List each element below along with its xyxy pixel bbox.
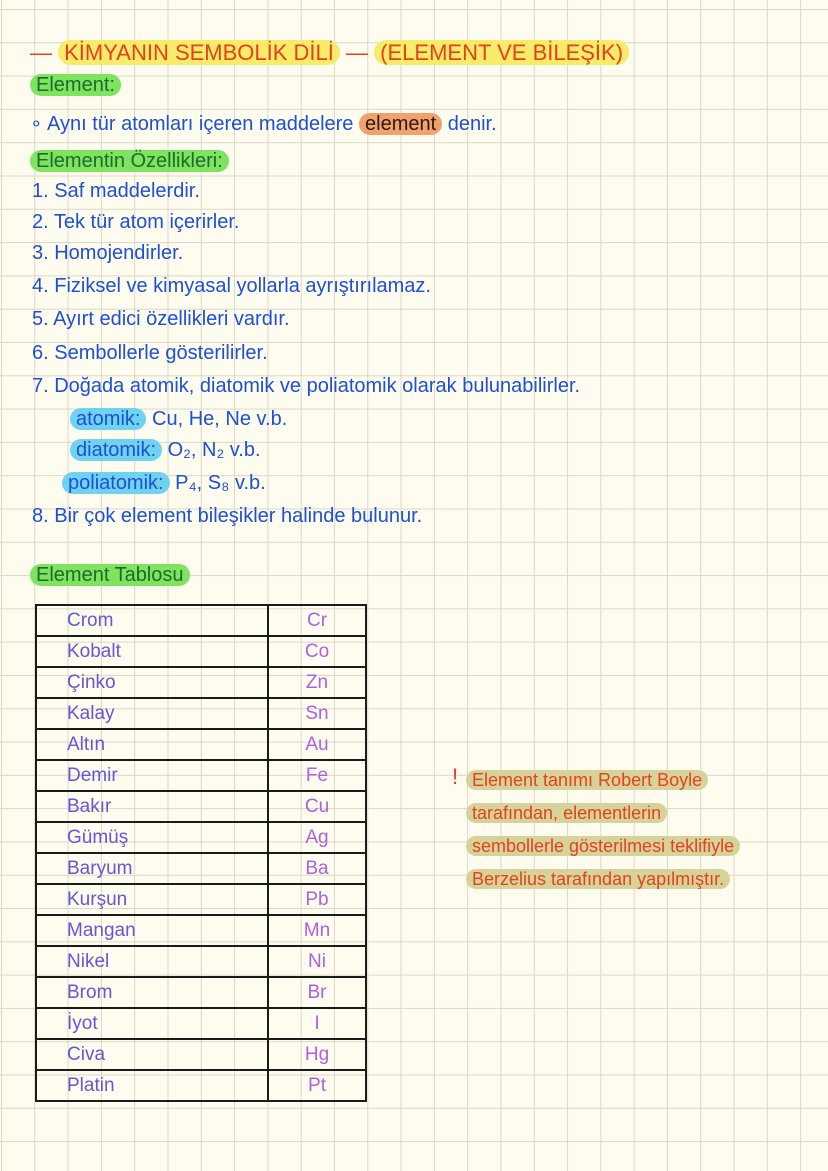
- property-item: 6. Sembollerle gösterilirler.: [32, 342, 268, 364]
- title-sub: (ELEMENT VE BİLEŞİK): [374, 40, 629, 65]
- table-row: [36, 760, 366, 791]
- title-dash: —: [346, 40, 369, 65]
- example-value: P₄, S₈ v.b.: [175, 472, 266, 494]
- element-name: Demir: [36, 760, 268, 791]
- element-name: Civa: [36, 1039, 268, 1070]
- element-name: Brom: [36, 977, 268, 1008]
- example-label: diatomik:: [70, 439, 162, 461]
- table-row: [36, 1070, 366, 1101]
- definition-keyword: element: [359, 113, 442, 135]
- title-dash: —: [30, 40, 52, 65]
- history-note: [466, 766, 740, 898]
- element-symbol: Sn: [268, 698, 366, 729]
- example-label: poliatomik:: [62, 472, 170, 494]
- element-symbol: I: [268, 1008, 366, 1039]
- element-name: Kurşun: [36, 884, 268, 915]
- element-symbol: Ag: [268, 822, 366, 853]
- table-row: [36, 977, 366, 1008]
- element-heading: Element:: [30, 74, 121, 96]
- table-row: [36, 729, 366, 760]
- example-value: Cu, He, Ne v.b.: [152, 408, 288, 430]
- example-diatomik: [70, 437, 261, 463]
- note-line: Element tanımı Robert Boyle: [466, 770, 708, 790]
- table-row: [36, 822, 366, 853]
- element-symbol: Br: [268, 977, 366, 1008]
- element-symbol: Pb: [268, 884, 366, 915]
- table-row: [36, 853, 366, 884]
- table-row: [36, 605, 366, 636]
- element-name: Altın: [36, 729, 268, 760]
- definition-text: Aynı tür atomları içeren maddelere: [46, 113, 354, 135]
- note-line: Berzelius tarafından yapılmıştır.: [466, 869, 730, 889]
- element-symbol: Pt: [268, 1070, 366, 1101]
- table-heading: Element Tablosu: [30, 564, 190, 586]
- element-symbol: Au: [268, 729, 366, 760]
- element-symbol: Mn: [268, 915, 366, 946]
- page-title: [30, 40, 629, 66]
- example-atomik: [70, 406, 287, 432]
- property-item: 1. Saf maddelerdir.: [32, 180, 200, 202]
- table-row: [36, 791, 366, 822]
- element-name: Çinko: [36, 667, 268, 698]
- table-row: [36, 667, 366, 698]
- note-line: tarafından, elementlerin: [466, 803, 667, 823]
- table-row: [36, 1008, 366, 1039]
- properties-heading: Elementin Özellikleri:: [30, 150, 229, 172]
- element-name: Kobalt: [36, 636, 268, 667]
- element-table: [35, 604, 367, 1102]
- definition-text: denir.: [447, 113, 497, 135]
- element-name: Platin: [36, 1070, 268, 1101]
- table-row: [36, 915, 366, 946]
- element-symbol: Cr: [268, 605, 366, 636]
- element-name: Kalay: [36, 698, 268, 729]
- example-value: O₂, N₂ v.b.: [167, 439, 261, 461]
- property-item: 2. Tek tür atom içerirler.: [32, 211, 240, 233]
- element-name: Bakır: [36, 791, 268, 822]
- element-name: İyot: [36, 1008, 268, 1039]
- table-row: [36, 884, 366, 915]
- exclamation-icon: !: [452, 764, 459, 789]
- element-symbol: Cu: [268, 791, 366, 822]
- element-symbol: Co: [268, 636, 366, 667]
- property-item: 4. Fiziksel ve kimyasal yollarla ayrıştırılamaz.: [32, 275, 431, 297]
- example-label: atomik:: [70, 408, 146, 430]
- table-row: [36, 698, 366, 729]
- definition: [30, 111, 497, 137]
- example-poliatomik: [62, 470, 266, 496]
- element-name: Nikel: [36, 946, 268, 977]
- property-item: 7. Doğada atomik, diatomik ve poliatomik olarak bulunabilirler.: [32, 375, 581, 397]
- table-row: [36, 946, 366, 977]
- table-row: [36, 1039, 366, 1070]
- bullet-icon: ∘: [30, 113, 43, 135]
- note-line: sembollerle gösterilmesi teklifiyle: [466, 836, 740, 856]
- element-symbol: Hg: [268, 1039, 366, 1070]
- property-item: 8. Bir çok element bileşikler halinde bulunur.: [32, 505, 423, 527]
- element-symbol: Ni: [268, 946, 366, 977]
- element-name: Baryum: [36, 853, 268, 884]
- table-row: [36, 636, 366, 667]
- property-item: 3. Homojendirler.: [32, 242, 184, 264]
- element-symbol: Zn: [268, 667, 366, 698]
- element-name: Gümüş: [36, 822, 268, 853]
- title-main: KİMYANIN SEMBOLİK DİLİ: [58, 40, 340, 65]
- element-symbol: Ba: [268, 853, 366, 884]
- property-item: 5. Ayırt edici özellikleri vardır.: [32, 308, 290, 330]
- element-name: Crom: [36, 605, 268, 636]
- element-symbol: Fe: [268, 760, 366, 791]
- element-name: Mangan: [36, 915, 268, 946]
